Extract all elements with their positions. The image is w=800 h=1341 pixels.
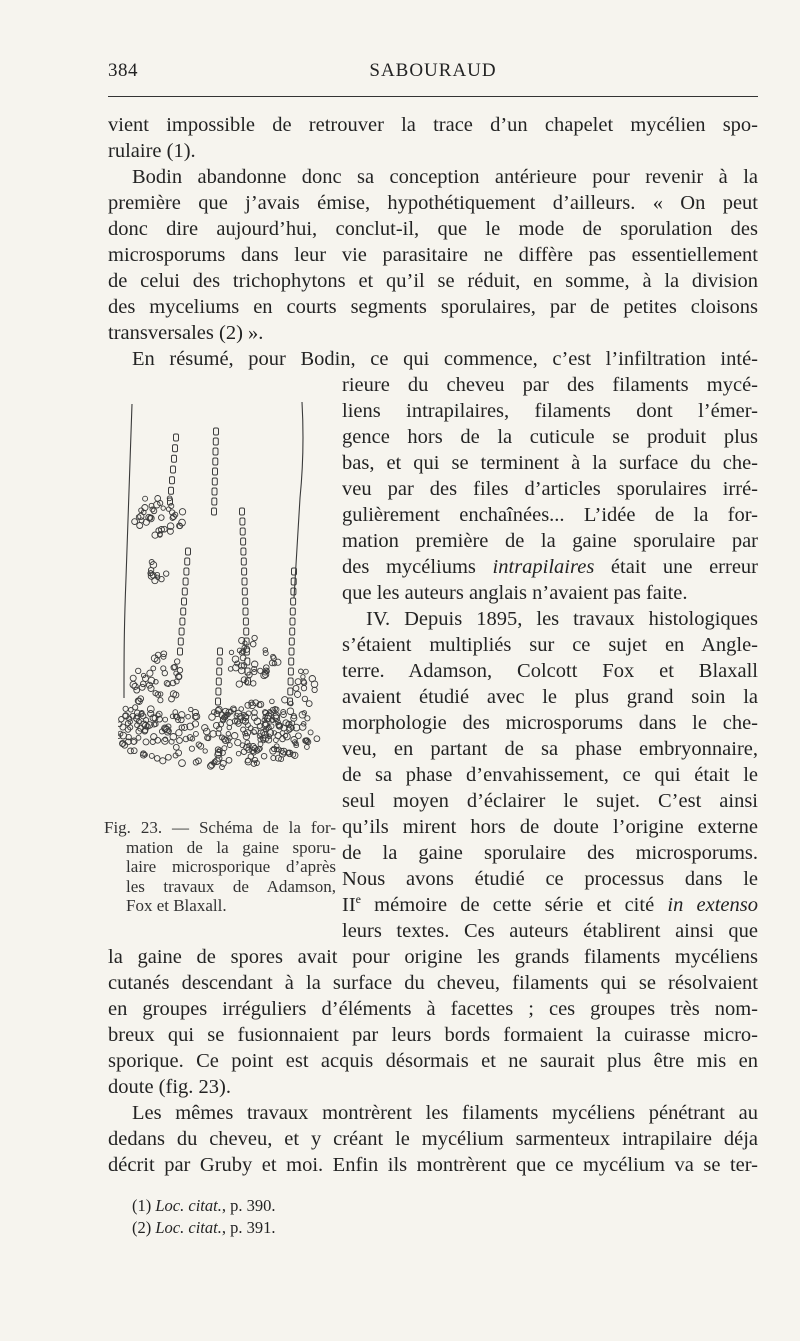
spore-cell [151, 666, 156, 671]
caption-line: laire microsporique d’après [126, 857, 336, 876]
caption-line: Fig. 23. — Schéma de la for- [104, 818, 336, 837]
spore-cell [163, 717, 168, 722]
text-line: liens intrapilaires, filaments dont l’émer- [342, 400, 758, 422]
spore-cell [232, 733, 238, 739]
text-line: dedans du cheveu, et y créant le mycélium sarmenteux intrapilaire déja [108, 1128, 758, 1150]
text-line: veu, en partant de sa phase embryonnaire, [342, 738, 758, 760]
spore-cell [203, 728, 210, 735]
text-line: des myceliums en courts segments sporulaires, par de petites cloisons [108, 296, 758, 318]
caption-line: mation de la gaine sporu- [126, 837, 336, 857]
text-line: décrit par Gruby et moi. Enfin ils montrèrent que ce mycélium va se ter- [108, 1154, 758, 1176]
spore-cell [227, 743, 232, 748]
filament-segment [290, 628, 295, 635]
spore-cell [123, 706, 128, 711]
spore-cell [299, 724, 306, 731]
caption-line: Fox et Blaxall. [126, 896, 227, 915]
spore-cell [279, 751, 285, 757]
hair-sheath-diagram [118, 398, 328, 808]
spore-cell [243, 733, 249, 739]
spore-cell [143, 739, 149, 745]
filament-segment [172, 455, 177, 462]
filament-segment [212, 508, 217, 515]
text-line: première que j’avais émise, hypothétiquement d’ailleurs. « On peut [108, 192, 758, 214]
text-line: avaient étudié avec le plus grand soin la [342, 686, 758, 708]
filament-segment [241, 548, 246, 555]
text-line: vient impossible de retrouver la trace d’un chapelet mycélien spo- [108, 114, 758, 136]
filament-segment [184, 568, 189, 575]
spore-cell [170, 734, 177, 741]
filament-segment [174, 434, 179, 441]
filament-segment [244, 628, 249, 635]
spore-cell [261, 753, 267, 759]
filament-segment [216, 678, 221, 685]
spore-cell [196, 742, 201, 747]
spore-cell [193, 731, 198, 736]
spore-cell [179, 509, 185, 515]
spore-cell [229, 650, 233, 654]
text-segment: était une erreur [594, 556, 758, 578]
caption-line: les travaux de Adamson, [126, 876, 336, 896]
spore-cell [302, 711, 306, 715]
footnote-reference: Loc. citat. [155, 1196, 222, 1215]
spore-cell [236, 681, 242, 687]
filament-segment [291, 598, 296, 605]
filament-segment [212, 498, 217, 505]
spore-cell [169, 696, 175, 702]
text-line: qu’ils mirent hors de doute l’origine externe [342, 816, 758, 838]
spore-cell [130, 681, 137, 688]
spore-cell [175, 659, 180, 664]
spore-cell [155, 737, 161, 743]
filament-segment [212, 478, 217, 485]
filament-segment [241, 538, 246, 545]
spore-cell [251, 681, 256, 686]
text-line: que les auteurs anglais n’avaient pas faite. [342, 582, 688, 604]
spore-cell [308, 730, 313, 735]
text-line: rieure du cheveu par des filaments mycé- [342, 374, 758, 396]
text-line: sporique. Ce point est acquis désormais et ne saurait plus être mis en [108, 1050, 758, 1072]
running-title: SABOURAUD [369, 60, 497, 81]
italic-term: in extenso [667, 894, 758, 916]
spore-cell [147, 670, 153, 676]
filament-segment [240, 528, 245, 535]
filament-segment [180, 618, 185, 625]
filament-segment [171, 466, 176, 473]
filament-segment [289, 638, 294, 645]
filament-segment [186, 548, 191, 555]
hair-outline [294, 402, 303, 598]
text-line: de sa phase d’envahissement, ce qui était le [342, 764, 758, 786]
text-line: bas, et qui se terminent à la surface du che- [342, 452, 758, 474]
spore-cell [136, 668, 141, 673]
spore-cell [159, 515, 165, 521]
spore-cell [305, 745, 310, 750]
spore-cell [227, 720, 233, 726]
spore-cell [222, 746, 227, 751]
footnote [132, 1218, 275, 1238]
filament-segment [185, 558, 190, 565]
spore-cell [137, 523, 143, 529]
filament-segment [213, 468, 218, 475]
filament-segment [213, 448, 218, 455]
filament-segment [290, 608, 295, 615]
filament-segment [183, 578, 188, 585]
filament-segment [289, 648, 294, 655]
spore-cell [179, 760, 186, 767]
text-line: gulièrement enchaînées... L’idée de la for- [342, 504, 758, 526]
spore-cell [296, 733, 302, 739]
spore-cell [274, 738, 279, 743]
filament-segment [179, 628, 184, 635]
spore-cell [150, 562, 157, 569]
spore-cell [177, 668, 182, 673]
spore-cell [189, 746, 194, 751]
spore-cell [128, 748, 134, 754]
filament-segment [182, 598, 187, 605]
text-line: doute (fig. 23). [108, 1076, 231, 1098]
filament-segment [291, 588, 296, 595]
filament-segment [178, 638, 183, 645]
footnote-number: (1) [132, 1196, 152, 1215]
footnote-reference: Loc. citat. [155, 1218, 222, 1237]
spore-cell [312, 687, 317, 692]
text-segment: des mycéliums [342, 556, 493, 578]
spore-cell [132, 683, 138, 689]
text-line: la gaine de spores avait pour origine les grands filaments mycéliens [108, 946, 758, 968]
spore-cell [120, 724, 126, 730]
filament-segment [217, 658, 222, 665]
filament-segment [217, 668, 222, 675]
filament-segment [213, 438, 218, 445]
spore-cell [158, 698, 163, 703]
filament-segment [240, 508, 245, 515]
text-line: morphologie des microsporums dans le che- [342, 712, 758, 734]
footnote-page: , p. 390. [221, 1196, 276, 1215]
running-head [108, 60, 758, 84]
spore-cell [226, 732, 230, 736]
filament-segment [170, 477, 175, 484]
text-line: rulaire (1). [108, 140, 196, 162]
text-line: leurs textes. Ces auteurs établirent ainsi que [342, 920, 758, 942]
spore-cell [130, 675, 136, 681]
text-line: microsporums dans leur vie parasitaire ne diffère pas essentiellement [108, 244, 758, 266]
footnote [132, 1196, 275, 1216]
spore-cell [160, 758, 166, 764]
text-line: cutanés descendant à la surface du cheveu, filaments qui se résolvaient [108, 972, 758, 994]
filament-segment [173, 445, 178, 452]
spore-cell [208, 763, 214, 769]
spore-cell [226, 757, 232, 763]
spore-cell [263, 651, 268, 656]
filament-segment [242, 578, 247, 585]
spore-cell [301, 685, 306, 690]
filament-segment [290, 618, 295, 625]
text-line: donc dire aujourd’hui, conclut-il, que le mode de sporulation des [108, 218, 758, 240]
filament-segment [241, 558, 246, 565]
filament-segment [216, 688, 221, 695]
text-line: En résumé, pour Bodin, ce qui commence, c’est l’infiltration inté- [132, 348, 758, 370]
text-line: veu par des files d’articles sporulaires irré- [342, 478, 758, 500]
filament-segment [243, 618, 248, 625]
superscript: e [355, 892, 361, 907]
spore-cell [306, 701, 312, 707]
filament-segment [181, 608, 186, 615]
spore-cell [301, 675, 305, 679]
text-line: terre. Adamson, Colcott Fox et Blaxall [342, 660, 758, 682]
text-line [342, 892, 758, 918]
text-segment: II [342, 894, 356, 916]
spore-cell [203, 749, 207, 753]
text-line: en groupes irréguliers d’éléments à facettes ; ces groupes très nom- [108, 998, 758, 1020]
text-line: transversales (2) ». [108, 322, 264, 344]
filament-segment [289, 658, 294, 665]
spore-cell [299, 669, 304, 674]
spore-cell [173, 744, 179, 750]
filament-segment [216, 698, 221, 705]
spore-cell [166, 507, 170, 511]
text-line: de celui des trichophytons et qu’il se réduit, en somme, à la division [108, 270, 758, 292]
text-line: s’étaient multipliés sur ce sujet en Angle- [342, 634, 758, 656]
filament-segment [243, 598, 248, 605]
spore-cell [305, 716, 310, 721]
filament-segment [240, 518, 245, 525]
spore-cell [119, 717, 124, 722]
filament-segment [243, 608, 248, 615]
spore-cell [236, 751, 241, 756]
footnote-number: (2) [132, 1218, 152, 1237]
spore-cell [258, 668, 263, 673]
spore-cell [169, 504, 174, 509]
spore-cell [129, 708, 134, 713]
spore-cell [162, 670, 167, 675]
spore-cell [270, 699, 275, 704]
filament-segment [182, 588, 187, 595]
spore-cell [295, 679, 301, 685]
text-line: Les mêmes travaux montrèrent les filaments mycéliens pénétrant au [132, 1102, 758, 1124]
spore-cell [164, 571, 169, 576]
filament-segment [242, 568, 247, 575]
text-segment: mémoire de cette série et cité [360, 894, 668, 916]
figure-23-illustration [118, 398, 328, 808]
text-line: seul moyen d’éclairer le sujet. C’est ainsi [342, 790, 758, 812]
filament-segment [288, 668, 293, 675]
page-number: 384 [108, 60, 138, 81]
spore-cell [154, 756, 160, 762]
text-line: gence hors de la cuticule se produit plus [342, 426, 758, 448]
spore-cell [256, 747, 261, 752]
spore-cell [314, 736, 320, 742]
spore-cell [309, 676, 315, 682]
spore-cell [132, 519, 138, 525]
filament-segment [218, 648, 223, 655]
spore-cell [235, 739, 241, 745]
spore-cell [250, 641, 256, 647]
hair-outline [124, 404, 132, 698]
header-rule [108, 96, 758, 97]
spore-cell [139, 684, 145, 690]
spore-cell [304, 669, 309, 674]
filament-segment [214, 428, 219, 435]
footnote-page: , p. 391. [221, 1218, 276, 1237]
text-line [342, 554, 758, 580]
filament-segment [242, 588, 247, 595]
text-line: IV. Depuis 1895, les travaux histologiques [366, 608, 758, 630]
figure-caption [104, 818, 336, 916]
spore-cell [177, 738, 183, 744]
text-line: Nous avons étudié ce processus dans le [342, 868, 758, 890]
text-line: breux qui se fusionnaient par leurs bords formaient la cuirasse micro- [108, 1024, 758, 1046]
filament-segment [212, 488, 217, 495]
spore-cell [228, 667, 233, 672]
filament-segment [245, 668, 250, 675]
spore-cell [161, 506, 165, 510]
text-line: de la gaine sporulaire des microsporums. [342, 842, 758, 864]
spore-cell [143, 496, 148, 501]
spore-cell [220, 765, 225, 770]
filament-segment [288, 688, 293, 695]
spore-cell [186, 714, 191, 719]
spore-cell [155, 496, 161, 502]
text-line: Bodin abandonne donc sa conception antérieure pour revenir à la [132, 166, 758, 188]
filament-segment [178, 648, 183, 655]
spore-cell [275, 659, 281, 665]
spore-cell [149, 753, 154, 758]
spore-cell [154, 501, 161, 508]
spore-cell [134, 687, 140, 693]
spore-cell [252, 635, 257, 640]
spore-cell [302, 696, 307, 701]
spore-cell [252, 670, 257, 675]
italic-term: intrapilaires [492, 556, 595, 578]
text-line: mation première de la gaine sporulaire par [342, 530, 758, 552]
spore-cell [293, 685, 299, 691]
spore-cell [164, 681, 170, 687]
spore-cell [166, 754, 172, 760]
filament-segment [288, 678, 293, 685]
spore-cell [295, 691, 301, 697]
filament-segment [213, 458, 218, 465]
filament-segment [169, 487, 174, 494]
